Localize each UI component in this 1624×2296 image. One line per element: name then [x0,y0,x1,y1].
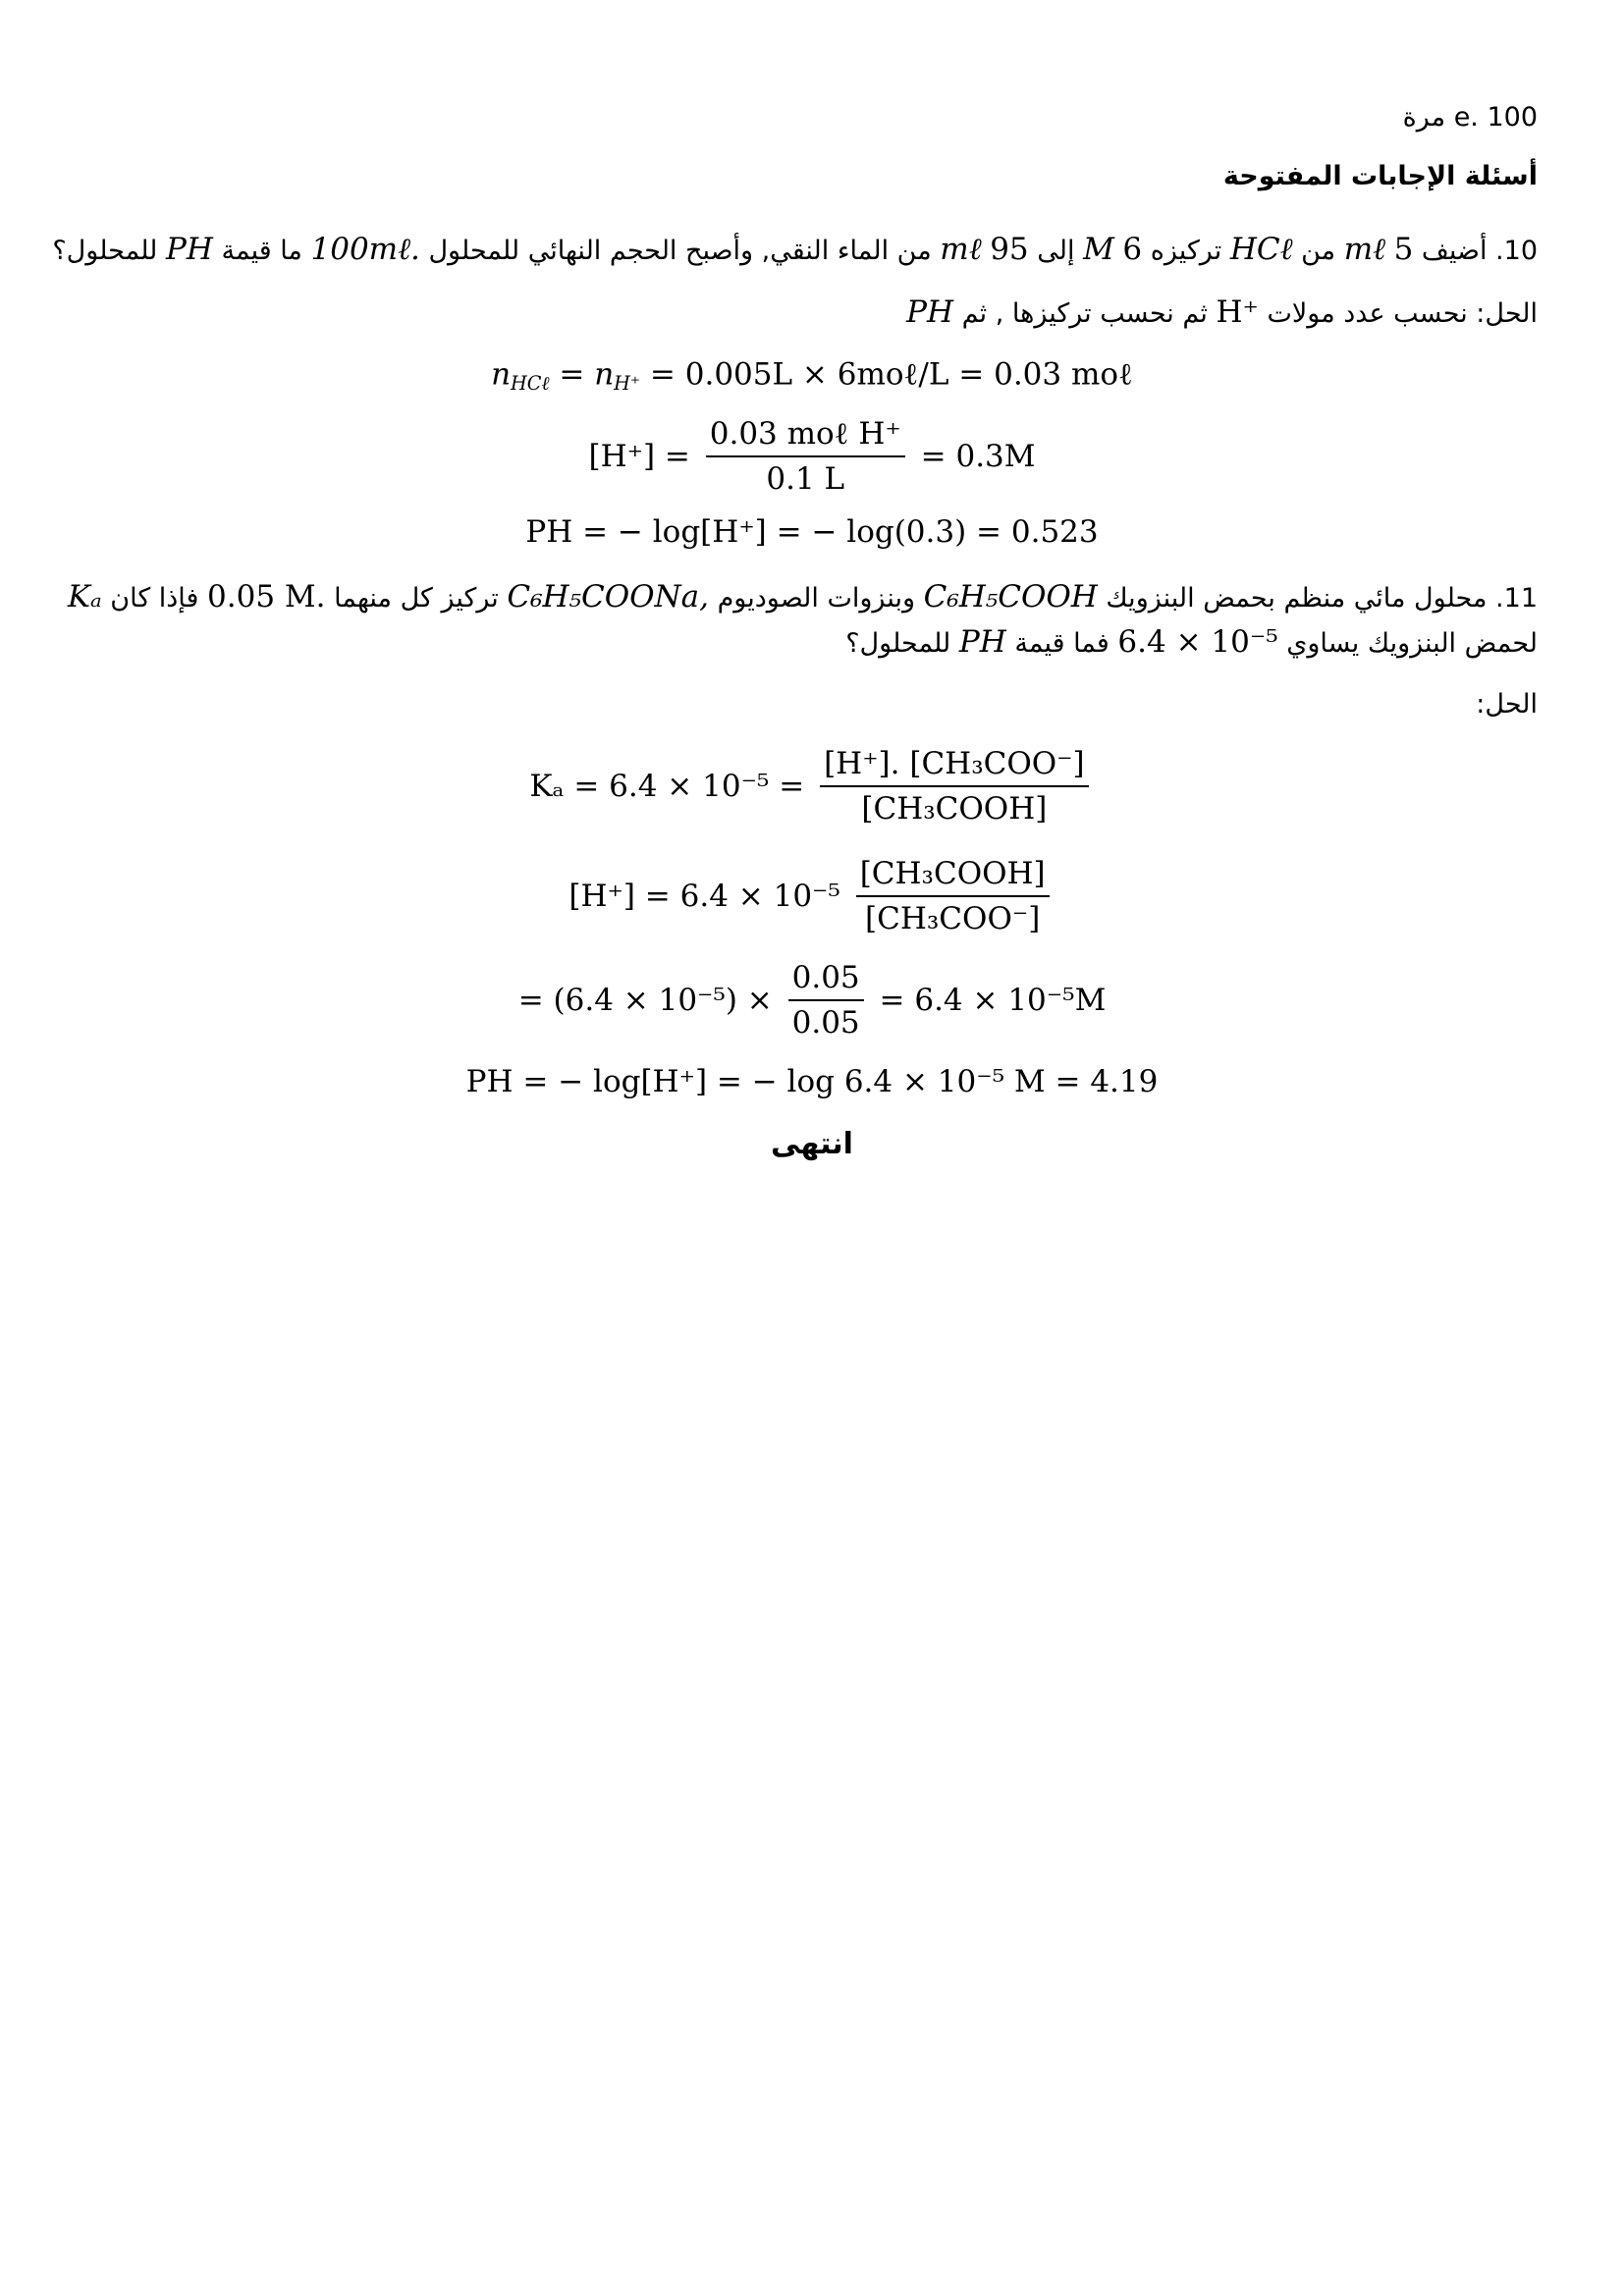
section-title: أسئلة الإجابات المفتوحة [1222,161,1538,191]
fraction: $\frac{\text{[H⁺]. [CH₃COO⁻]}}{\text{[CH₃COOH]}}$ [820,746,1089,827]
answer-option-e: e. 100 مرة [1402,102,1538,133]
equation-11-h-concentration: [H⁺] = 6.4 × 10⁻⁵ $\frac{\text{[CH₃COOH]}}{\text{[CH₃COO⁻]}}$ [0,856,1624,936]
equation-11-ph: PH = − log[H⁺] = − log 6.4 × 10⁻⁵ M = 4.19 [465,1064,1159,1099]
solution-10-intro: الحل: نحسب عدد مولات H⁺ ثم نحسب تركيزها , ثم PH [906,294,1538,330]
question-11-line-1: 11. محلول مائي منظم بحمض البنزويك C₆H₅COOH وبنزوات الصوديوم C₆H₅COONa, تركيز كل منهما 0.05 M. فإذا كان Kₐ [67,579,1538,614]
end-marker: انتهى [771,1127,853,1161]
question-10: 10. أضيف 5 mℓ من HCℓ تركيزه 6 M إلى 95 mℓ من الماء النقي, وأصبح الحجم النهائي للمحلول 100mℓ. ما قيمة PH للمحلول؟ [52,232,1538,267]
fraction: $\frac{0.05}{0.05}$ [788,960,864,1041]
equation-11-substitution: = (6.4 × 10⁻⁵) × $\frac{0.05}{0.05}$ = 6.4 × 10⁻⁵M [517,960,1107,1041]
equation-10-moles: $n_{HC\ell} = n_{H^+} = 0.005L$ × 6moℓ/L = 0.03 moℓ [491,356,1133,396]
equation-10-ph: PH = − log[H⁺] = − log(0.3) = 0.523 [525,514,1099,550]
equation-11-ka: Kₐ = 6.4 × 10⁻⁵ = $\frac{\text{[H⁺]. [CH₃COO⁻]}}{\text{[CH₃COOH]}}$ [0,746,1624,827]
fraction: $\frac{\text{[CH₃COOH]}}{\text{[CH₃COO⁻]}}$ [856,856,1050,936]
question-11-line-2: لحمض البنزويك يساوي 6.4 × 10⁻⁵ فما قيمة PH للمحلول؟ [845,624,1538,660]
solution-11-label: الحل: [1476,689,1538,720]
equation-10-concentration: [H⁺] = $\frac{\text{0.03 moℓ H⁺}}{0.1 L}$ = 0.3M [588,416,1036,497]
fraction: $\frac{\text{0.03 moℓ H⁺}}{0.1 L}$ [706,416,905,497]
